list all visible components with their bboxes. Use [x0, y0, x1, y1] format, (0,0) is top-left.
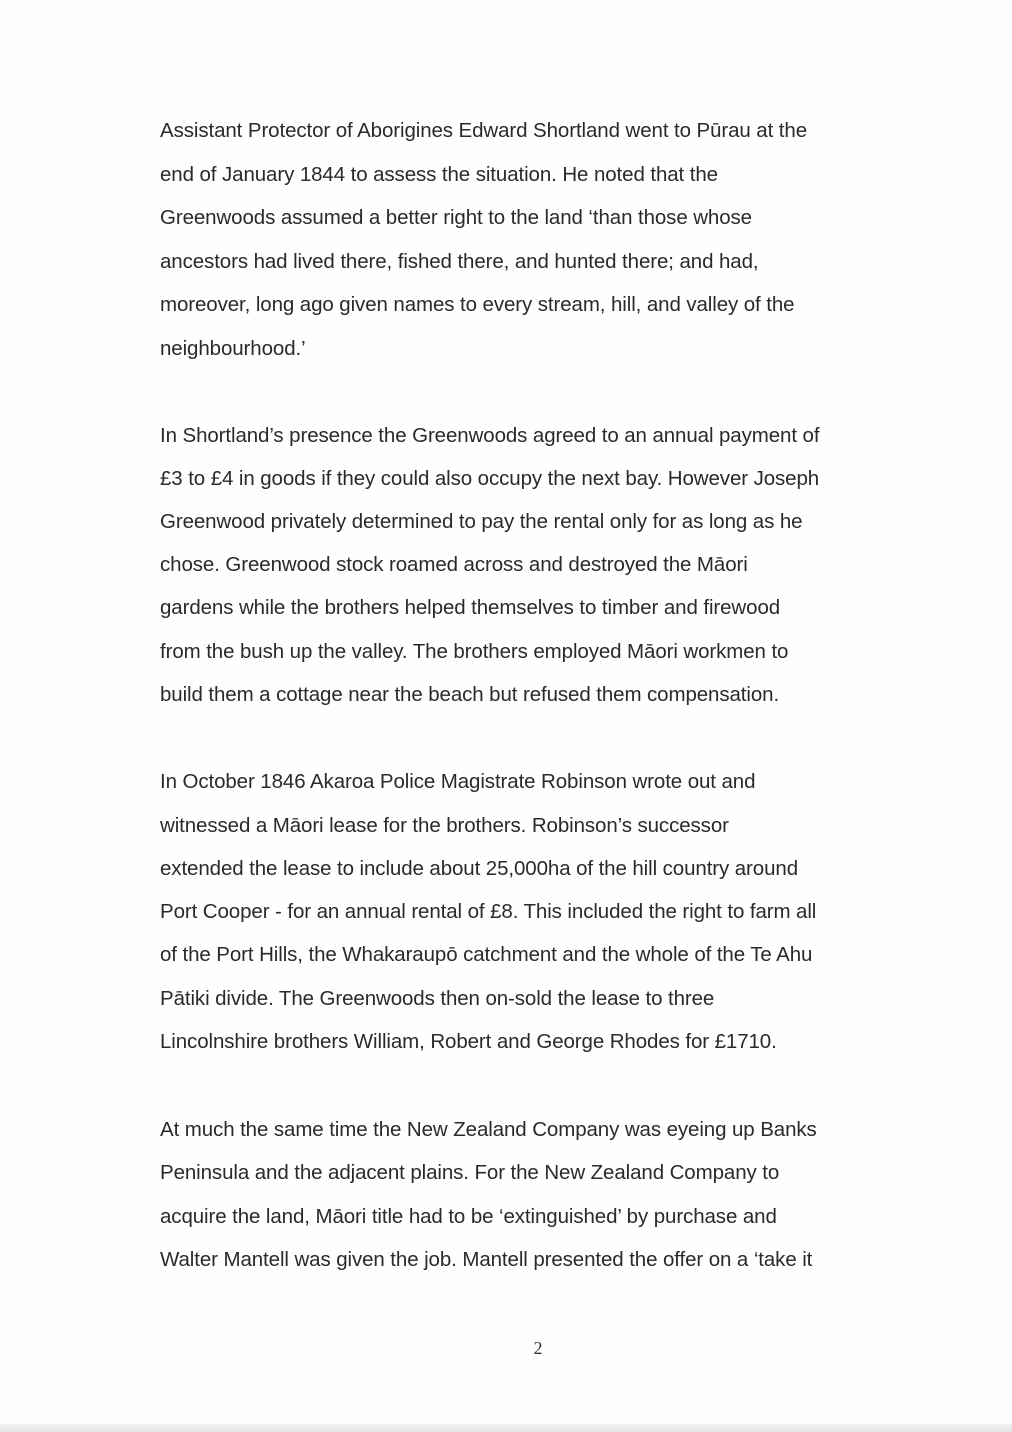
text-line: gardens while the brothers helped themselves to timber and firewood: [160, 596, 781, 619]
text-line: In October 1846 Akaroa Police Magistrate Robinson wrote out and: [160, 770, 756, 793]
text-line: At much the same time the New Zealand Company was eyeing up Banks: [160, 1118, 817, 1141]
text-line: witnessed a Māori lease for the brothers. Robinson’s successor: [160, 814, 729, 837]
text-line: Greenwoods assumed a better right to the land ‘than those whose: [160, 206, 752, 229]
text-line: moreover, long ago given names to every stream, hill, and valley of the: [160, 293, 795, 316]
text-line: acquire the land, Māori title had to be ‘extinguished’ by purchase and: [160, 1205, 777, 1228]
text-line: neighbourhood.’: [160, 337, 306, 360]
text-line: Pātiki divide. The Greenwoods then on-sold the lease to three: [160, 987, 715, 1010]
text-line: Port Cooper - for an annual rental of £8. This included the right to farm all: [160, 900, 817, 923]
page-bottom-edge: [0, 1424, 1012, 1432]
text-line: extended the lease to include about 25,000ha of the hill country around: [160, 857, 798, 880]
text-line: Peninsula and the adjacent plains. For the New Zealand Company to: [160, 1161, 780, 1184]
text-line: from the bush up the valley. The brothers employed Māori workmen to: [160, 640, 789, 663]
text-line: of the Port Hills, the Whakaraupō catchment and the whole of the Te Ahu: [160, 943, 813, 966]
text-line: build them a cottage near the beach but refused them compensation.: [160, 683, 780, 706]
text-line: Greenwood privately determined to pay the rental only for as long as he: [160, 510, 803, 533]
text-line: £3 to £4 in goods if they could also occupy the next bay. However Joseph: [160, 467, 820, 490]
page-number: 2: [533, 1338, 543, 1358]
text-line: chose. Greenwood stock roamed across and destroyed the Māori: [160, 553, 748, 576]
text-line: Walter Mantell was given the job. Mantell presented the offer on a ‘take it: [160, 1248, 813, 1271]
text-line: Assistant Protector of Aborigines Edward Shortland went to Pūrau at the: [160, 119, 807, 142]
text-line: In Shortland’s presence the Greenwoods agreed to an annual payment of: [160, 424, 820, 447]
text-line: Lincolnshire brothers William, Robert and George Rhodes for £1710.: [160, 1030, 777, 1053]
text-line: end of January 1844 to assess the situation. He noted that the: [160, 163, 718, 186]
text-line: ancestors had lived there, fished there, and hunted there; and had,: [160, 250, 759, 273]
